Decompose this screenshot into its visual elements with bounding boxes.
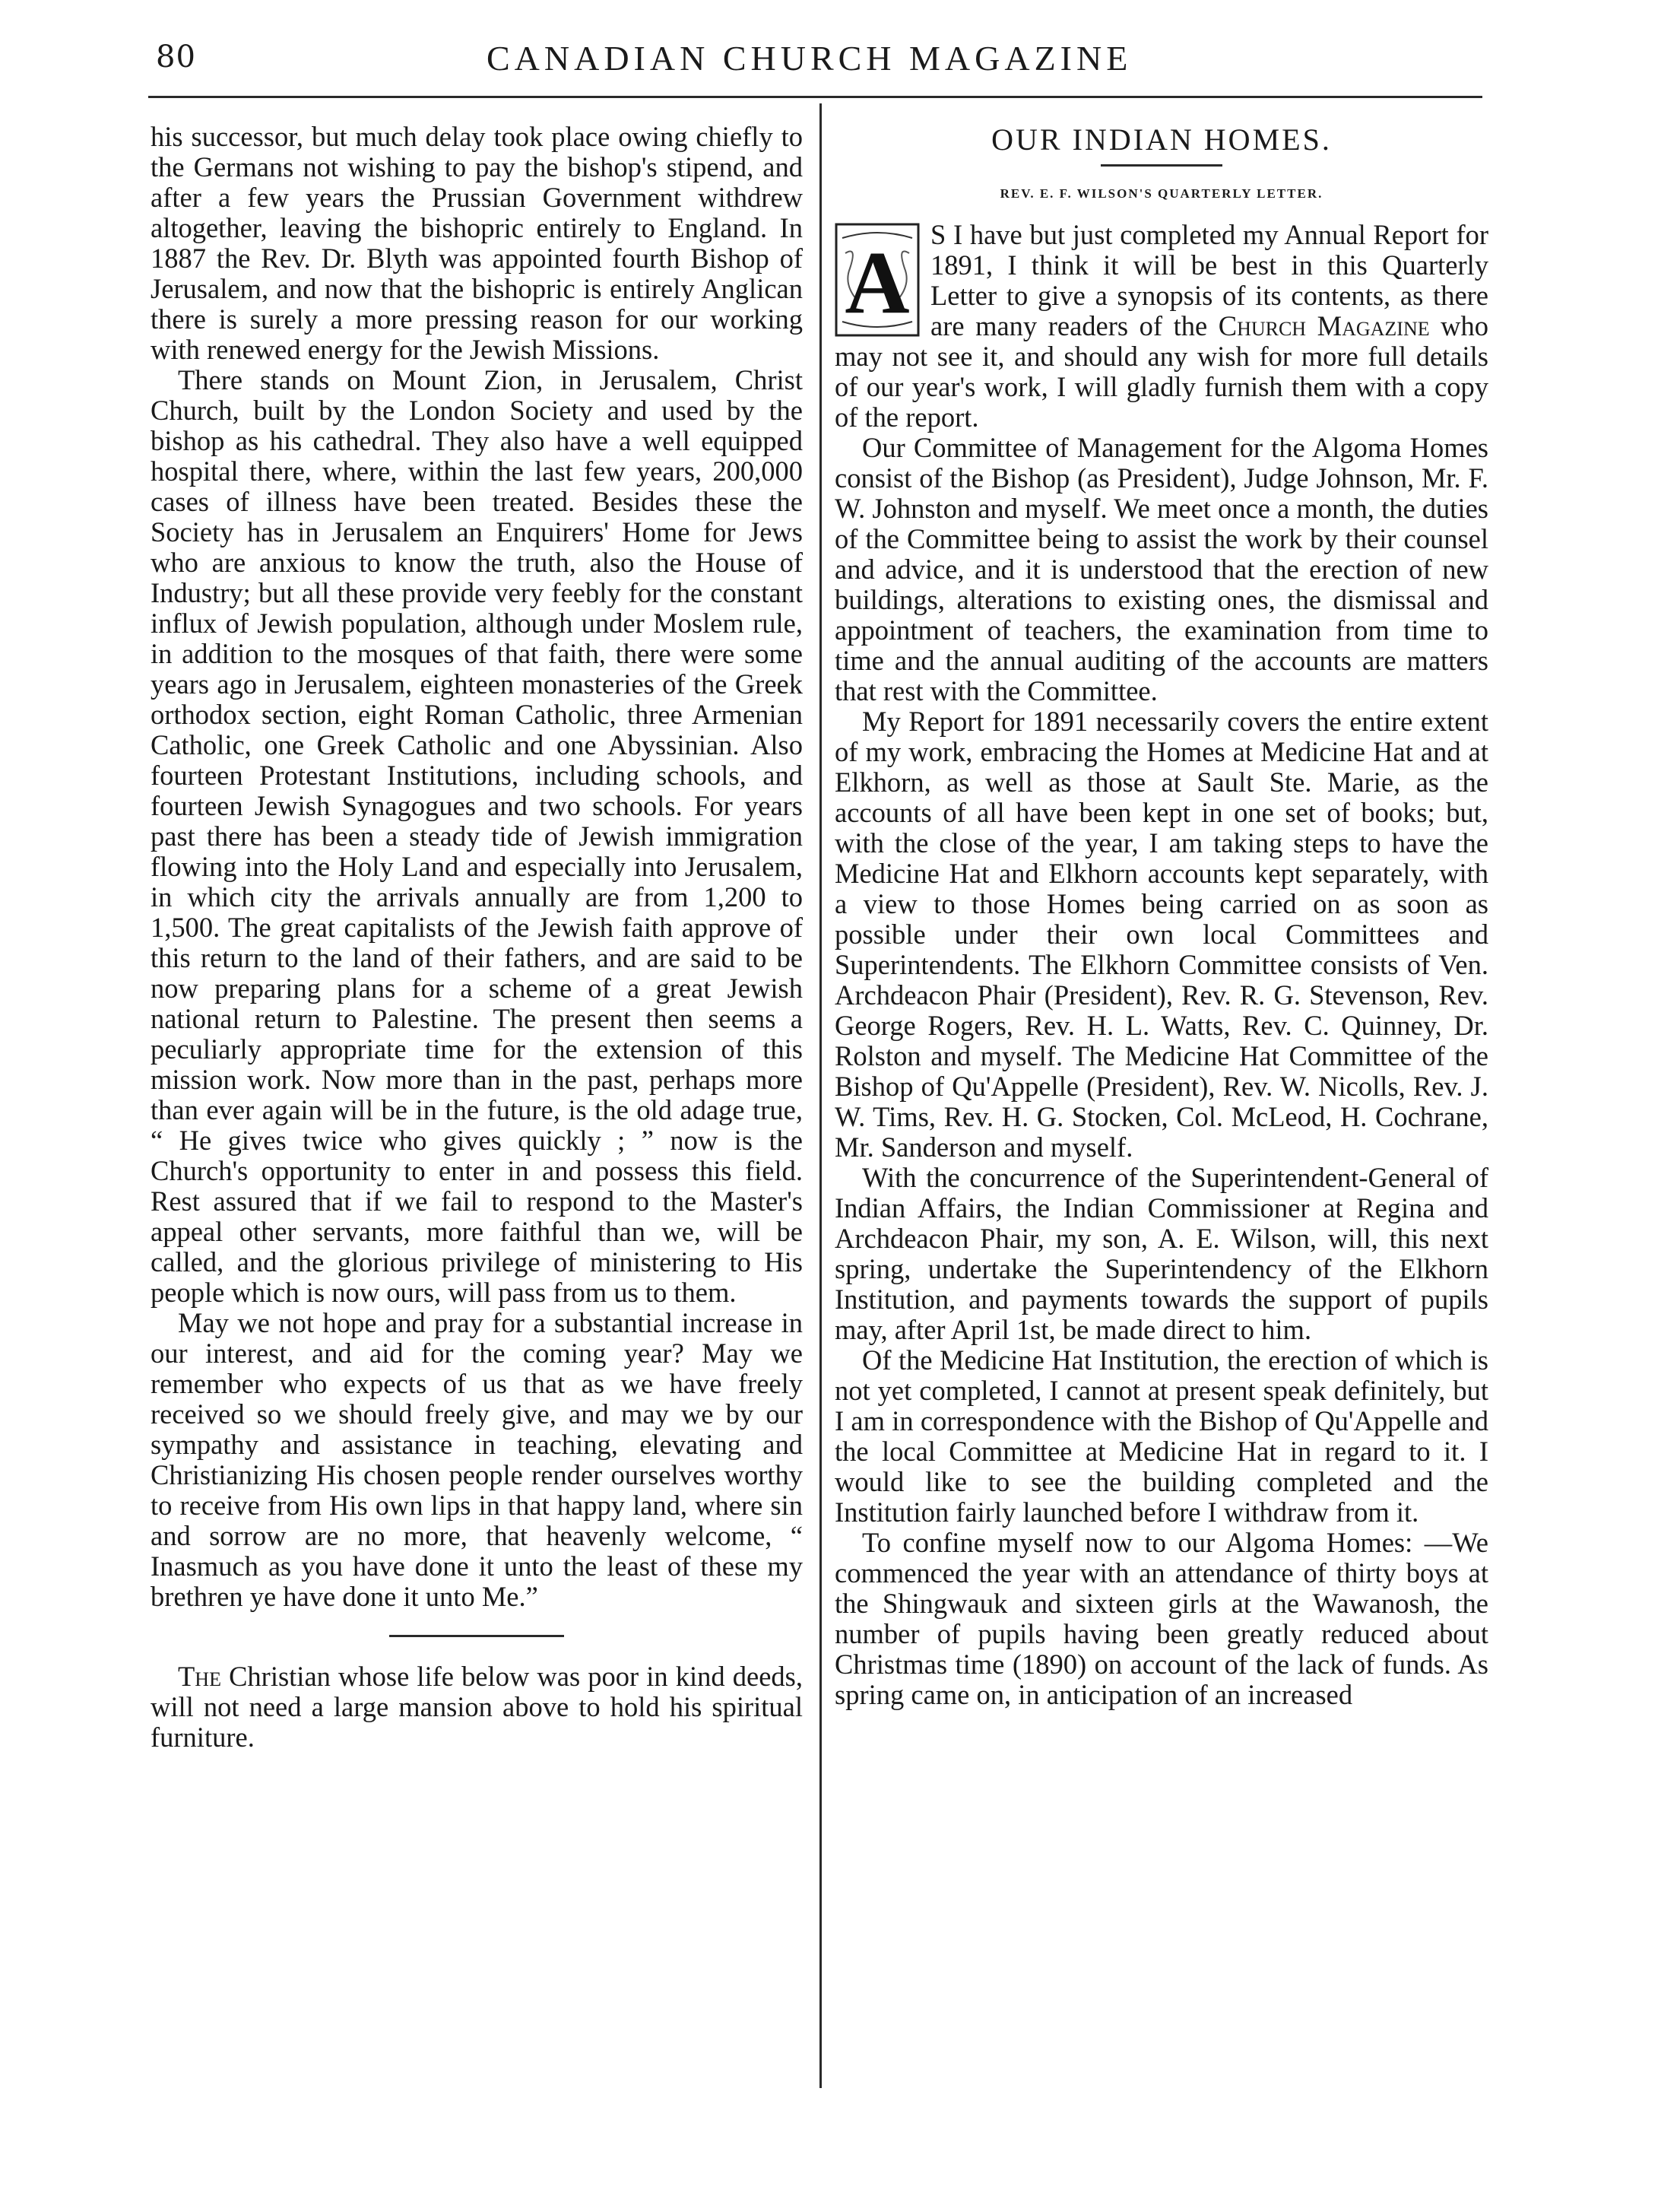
article-byline: REV. E. F. WILSON'S QUARTERLY LETTER.	[1000, 186, 1323, 201]
section-rule	[389, 1635, 564, 1637]
right-paragraph-6: To confine myself now to our Algoma Homes: —We commenced the year with an attendance of thirty boys at the Shingwauk and sixteen girls at the Wawanosh, the number of pupils having been greatly reduced about Christmas time (1890) on account of the lack of funds. As spring came on, in anticipation of an increased	[835, 1527, 1488, 1710]
page-number: 80	[156, 40, 196, 75]
left-paragraph-2: There stands on Mount Zion, in Jerusalem, Christ Church, built by the London Society and used by the bishop as his cathedral. They also have a well equipped hospital there, where, within the last few years, 200,000 cases of illness have been treated. Besides these the Society has in Jerusalem an Enquirers' Home for Jews who are anxious to know the truth, also the House of Industry; but all these provide very feebly for the constant influx of Jewish population, although under Moslem rule, in addition to the mosques of that faith, there were some years ago in Jerusalem, eighteen monasteries of the Greek orthodox section, eight Roman Catholic, three Armenian Catholic, one Greek Catholic and one Abyssinian. Also fourteen Protestant Institutions, including schools, and fourteen Jewish Synagogues and two schools. For years past there has been a steady tide of Jewish immigration flowing into the Holy Land and especially into Jerusalem, in which city the arrivals annually are from 1,200 to 1,500. The great capitalists of the Jewish faith approve of this return to the land of their fathers, and are said to be now preparing plans for a scheme of a great Jewish national return to Palestine. The present then seems a peculiarly appropriate time for the extension of this mission work. Now more than in the past, perhaps more than ever again will be in the future, is the old adage true, “ He gives twice who gives quickly ; ” now is the Church's opportunity to enter in and possess this field. Rest assured that if we fail to respond to the Master's appeal other servants, more faithful than we, will be called, and the glorious privilege of ministering to His people which is now ours, will pass from us to them.	[151, 364, 803, 1308]
left-paragraph-3: May we not hope and pray for a substantial increase in our interest, and aid for the coming year? May we remember who expects of us that as we have freely received so we should freely give, and may we by our sympathy and assistance in teaching, elevating and Christianizing His chosen people render ourselves worthy to receive from His own lips in that happy land, where sin and sorrow are no more, that heavenly welcome, “ Inasmuch as you have done it unto the least of these my brethren ye have done it unto Me.”	[151, 1307, 803, 1612]
left-column	[151, 122, 803, 1753]
right-paragraph-5: Of the Medicine Hat Institution, the erection of which is not yet completed, I cannot at present speak definitely, but I am in correspondence with the Bishop of Qu'Appelle and the local Committee at Medicine Hat in regard to it. I would like to see the building completed and the Institution fairly launched before I withdraw from it.	[835, 1344, 1488, 1528]
ornamental-drop-cap-icon	[835, 223, 920, 337]
magazine-name: Church Magazine	[1218, 310, 1430, 341]
right-paragraph-4: With the concurrence of the Superintendent-General of Indian Affairs, the Indian Commissioner at Regina and Archdeacon Phair, my son, A. E. Wilson, will, this next spring, undertake the Superintendency of the Elkhorn Institution, and payments towards the support of pupils may, after April 1st, be made direct to him.	[835, 1162, 1488, 1345]
filler-lead: The	[178, 1661, 221, 1692]
right-paragraph-3: My Report for 1891 necessarily covers the entire extent of my work, embracing the Homes at Medicine Hat and at Elkhorn, as well as those at Sault Ste. Marie, as the accounts of all have been kept in one set of books; but, with the close of the year, I am taking steps to have the Medicine Hat and Elkhorn accounts kept separately, with a view to those Homes being carried on as soon as possible under their own local Committees and Superintendents. The Elkhorn Committee consists of Ven. Archdeacon Phair (President), Rev. R. G. Stevenson, Rev. George Rogers, Rev. H. L. Watts, Rev. C. Quinney, Dr. Rolston and myself. The Medicine Hat Committee of the Bishop of Qu'Appelle (President), Rev. W. Nicolls, Rev. J. W. Tims, Rev. H. G. Stocken, Col. McLeod, H. Cochrane, Mr. Sanderson and myself.	[835, 706, 1488, 1163]
right-paragraph-1	[835, 220, 1488, 433]
right-paragraph-1-text-a: S I have but just completed my Annual Report for 1891, I think it will be best in this Quarterly Letter to give a synopsis of its contents, as there are many readers of the	[930, 219, 1488, 341]
left-paragraph-1: his successor, but much delay took place owing chiefly to the Germans not wishing to pay the bishop's stipend, and after a few years the Prussian Government withdrew altogether, leaving the bishopric entirely to England. In 1887 the Rev. Dr. Blyth was appointed fourth Bishop of Jerusalem, and now that the bishopric is entirely Anglican there is surely a more pressing reason for our working with renewed energy for the Jewish Missions.	[151, 121, 803, 365]
header-rule	[148, 96, 1482, 98]
drop-cap-letter: A	[845, 233, 910, 332]
right-paragraph-1-text-b: who may not see it, and should any wish for more full details of our year's work, I will gladly furnish them with a copy of the report.	[835, 310, 1489, 433]
column-divider	[819, 103, 822, 2088]
article-title: OUR INDIAN HOMES.	[991, 122, 1332, 157]
filler-rest: Christian whose life below was poor in kind deeds, will not need a large mansion above to hold his spiritual furniture.	[151, 1661, 803, 1753]
filler-paragraph	[151, 1661, 803, 1753]
right-column	[835, 122, 1488, 1710]
right-paragraph-2: Our Committee of Management for the Algoma Homes consist of the Bishop (as President), Judge Johnson, Mr. F. W. Johnston and myself. We meet once a month, the duties of the Committee being to assist the work by their counsel and advice, and it is understood that the erection of new buildings, alterations to existing ones, the dismissal and appointment of teachers, the examination from time to time and the annual auditing of the accounts are matters that rest with the Committee.	[835, 432, 1488, 706]
title-rule	[1101, 164, 1222, 167]
running-head: CANADIAN CHURCH MAGAZINE	[487, 39, 1133, 78]
